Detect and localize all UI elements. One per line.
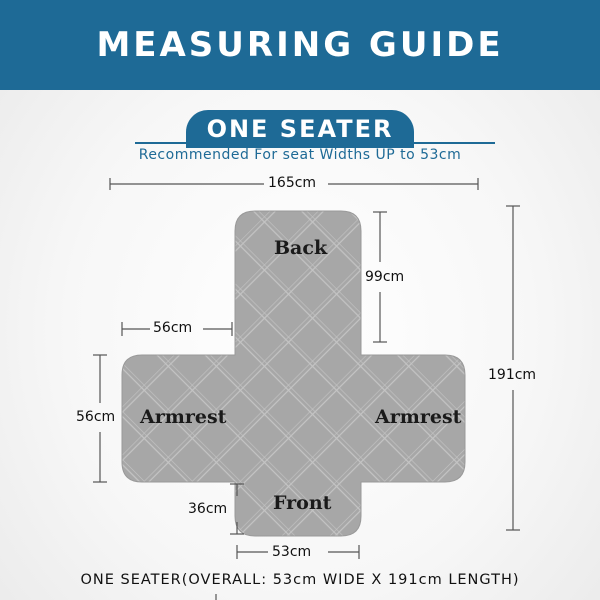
- label-total-length: 191cm: [488, 367, 537, 383]
- part-label-front: Front: [273, 492, 332, 514]
- label-total-width: 165cm: [268, 175, 317, 191]
- label-seat-width: 53cm: [272, 544, 312, 560]
- section-title: ONE SEATER: [206, 115, 394, 143]
- part-label-armrest-left: Armrest: [140, 406, 227, 428]
- label-armrest-height: 56cm: [76, 409, 116, 425]
- page-title: MEASURING GUIDE: [96, 25, 504, 65]
- part-label-back: Back: [274, 237, 328, 259]
- cover-shape: [122, 211, 465, 536]
- label-back-height: 99cm: [365, 269, 405, 285]
- footer-summary: ONE SEATER(OVERALL: 53cm WIDE X 191cm LENGTH): [80, 572, 520, 588]
- part-label-armrest-right: Armrest: [375, 406, 462, 428]
- recommendation-text: Recommended For seat Widths UP to 53cm: [138, 147, 462, 163]
- label-front-height: 36cm: [188, 501, 228, 517]
- label-armrest-width: 56cm: [153, 320, 193, 336]
